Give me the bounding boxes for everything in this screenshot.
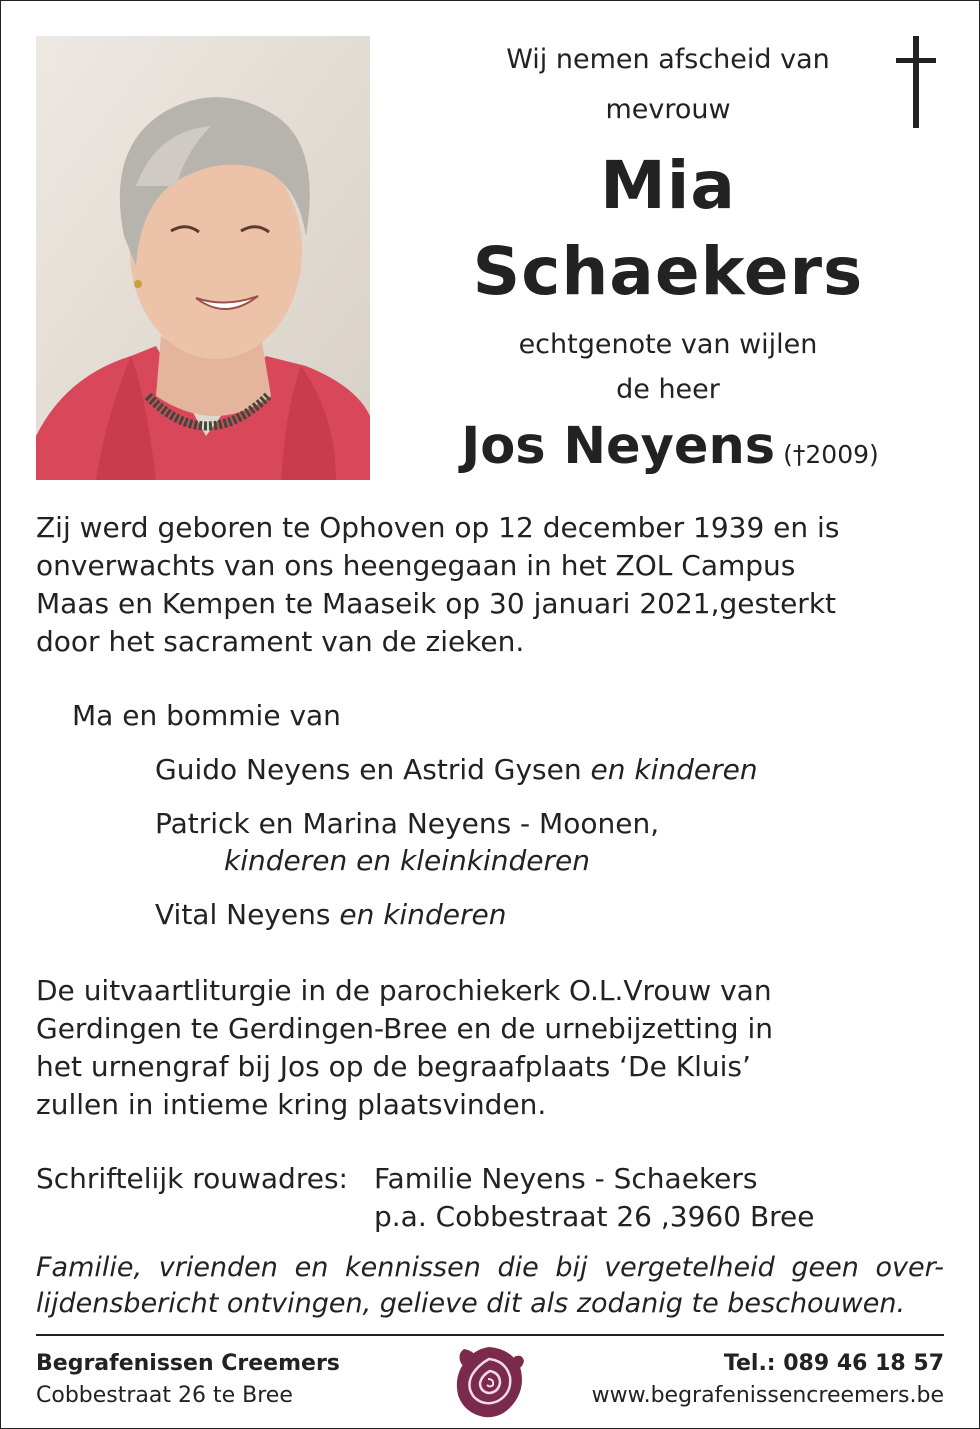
spouse-line-1: echtgenote van wijlen <box>518 329 818 360</box>
family-member-guido <box>155 752 758 788</box>
company-phone: Tel.: 089 46 18 57 <box>723 1351 944 1376</box>
bio-line: door het sacrament van de zieken. <box>36 625 525 658</box>
spouse-death-year: (†2009) <box>783 440 879 469</box>
bio-line: Maas en Kempen te Maaseik op 30 januari 2021,gesterkt <box>36 587 837 620</box>
company-address: Cobbestraat 26 te Bree <box>36 1383 293 1408</box>
family-suffix: en kinderen <box>590 753 758 786</box>
footer-divider <box>36 1334 944 1336</box>
company-name: Begrafenissen Creemers <box>36 1351 340 1376</box>
family-member-patrick-suffix <box>224 843 590 879</box>
intro-line-2: mevrouw <box>605 94 731 125</box>
address-line-2: p.a. Cobbestraat 26 ,3960 Bree <box>374 1200 815 1233</box>
funeral-line: Gerdingen te Gerdingen-Bree en de urnebijzetting in <box>36 1012 773 1045</box>
spouse-line-2: de heer <box>616 374 720 405</box>
address-line-1: Familie Neyens - Schaekers <box>374 1162 758 1195</box>
intro-line-1: Wij nemen afscheid van <box>506 44 830 75</box>
funeral-line: het urnengraf bij Jos op de begraafplaats ‘De Kluis’ <box>36 1050 751 1083</box>
family-suffix: en kinderen <box>339 898 507 931</box>
family-member-vital <box>155 897 506 933</box>
family-names: Vital Neyens <box>155 898 331 931</box>
bio-line: onverwachts van ons heengegaan in het ZOL Campus <box>36 549 796 582</box>
address-label: Schriftelijk rouwadres: <box>36 1162 348 1195</box>
rose-logo-icon <box>452 1343 526 1421</box>
bio-line: Zij werd geboren te Ophoven op 12 december 1939 en is <box>36 511 840 544</box>
family-heading: Ma en bommie van <box>72 699 341 732</box>
family-names: Guido Neyens en Astrid Gysen <box>155 753 582 786</box>
funeral-line: De uitvaartliturgie in de parochiekerk O.L.Vrouw van <box>36 974 772 1007</box>
spouse-name-block <box>430 418 910 476</box>
portrait-photo <box>36 36 370 480</box>
family-suffix: kinderen en kleinkinderen <box>224 844 590 877</box>
spouse-name: Jos Neyens <box>461 417 776 476</box>
cross-icon <box>896 36 936 128</box>
deceased-last-name: Schaekers <box>472 233 864 310</box>
deceased-first-name: Mia <box>600 147 736 224</box>
company-website[interactable]: www.begrafenissencreemers.be <box>591 1383 944 1408</box>
family-member-patrick: Patrick en Marina Neyens - Moonen, <box>155 807 660 840</box>
notice-text: Familie, vrienden en kennissen die bij vergetelheid geen over-lijdensbericht ontvingen, gelieve dit als zodanig te beschouwen. <box>36 1252 944 1319</box>
funeral-line: zullen in intieme kring plaatsvinden. <box>36 1088 547 1121</box>
